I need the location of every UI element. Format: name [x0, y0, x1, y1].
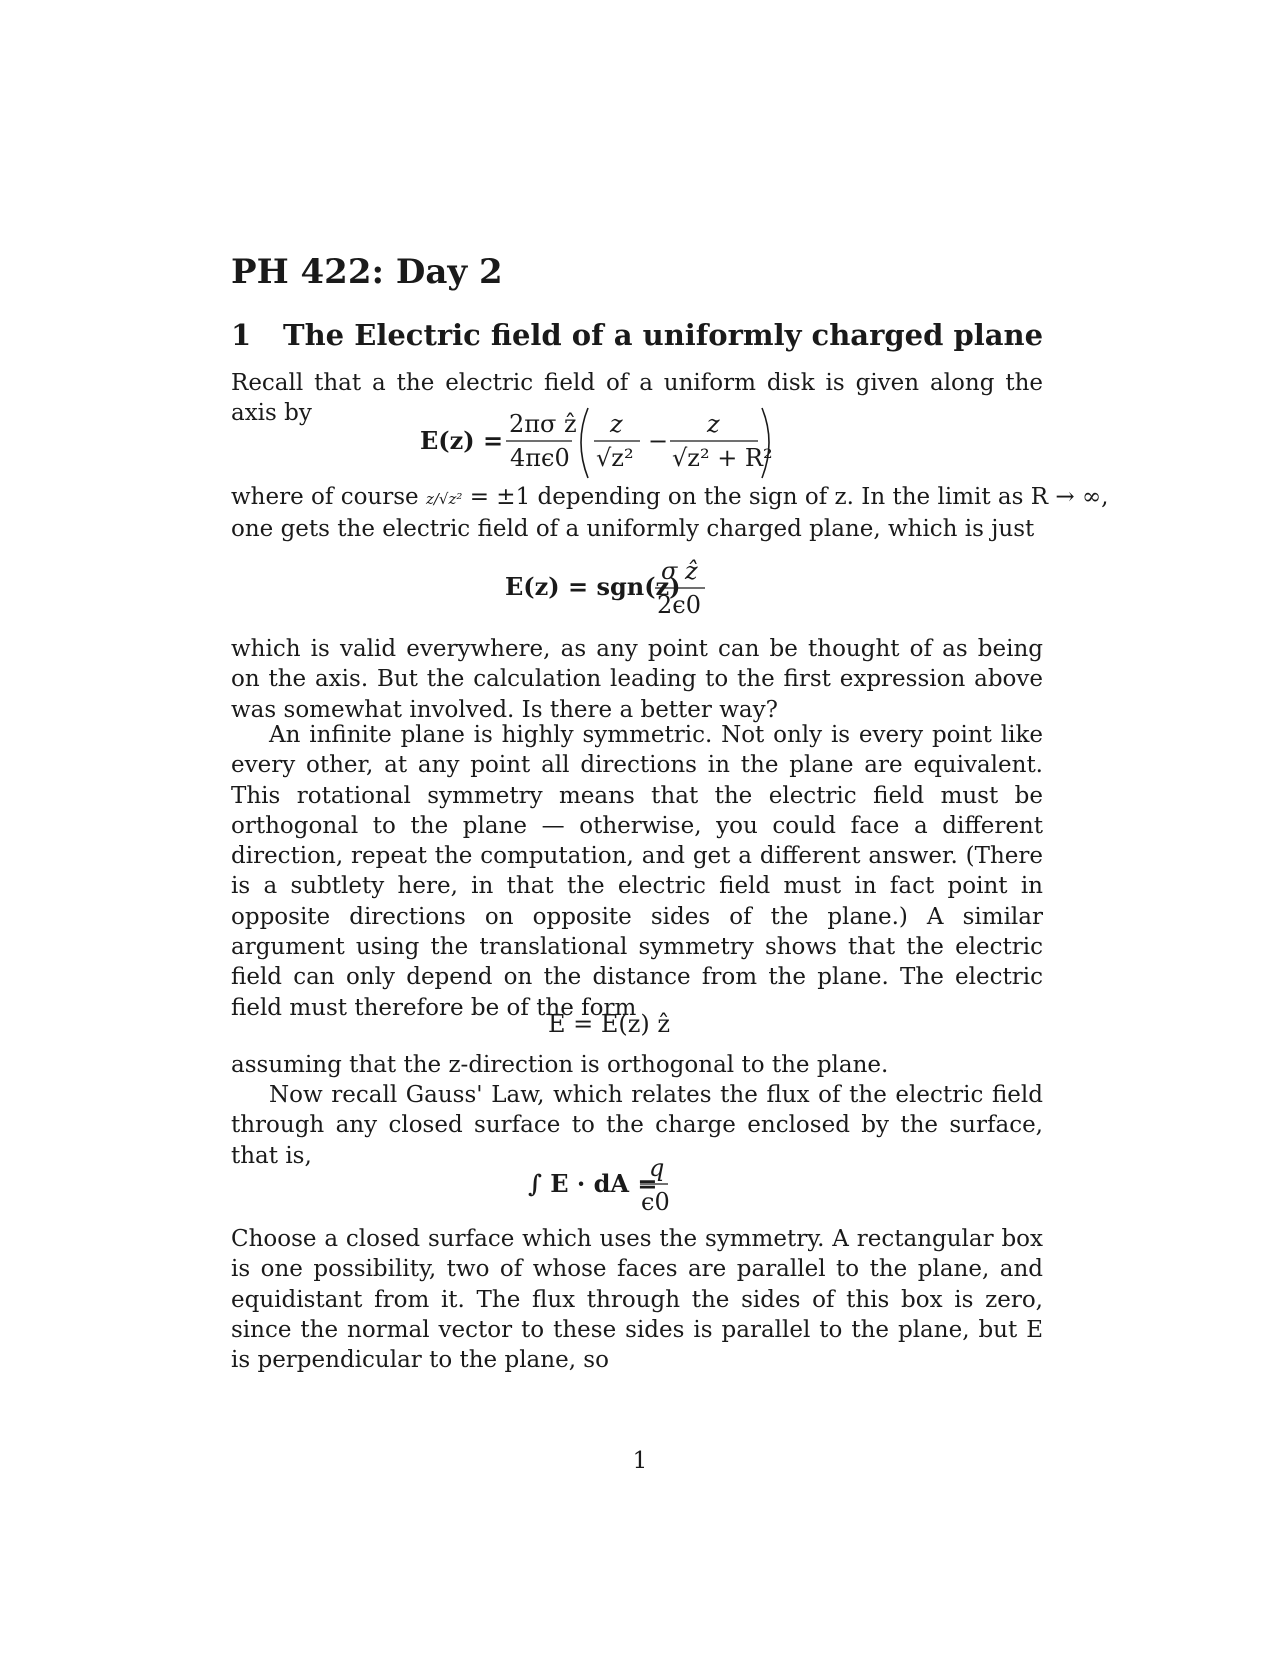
eq1-term2-denominator: √z² + R² — [672, 444, 773, 472]
para2-line2: one gets the electric field of a uniformly charged plane, which is just — [231, 516, 1035, 543]
eq1-term1-denominator: √z² — [596, 444, 634, 472]
eq2-denominator: 2ϵ0 — [657, 591, 701, 619]
eq1-denominator: 4πϵ0 — [510, 444, 570, 472]
eq1-numerator: 2πσ ẑ — [509, 410, 577, 438]
eq4-denominator: ϵ0 — [641, 1188, 670, 1216]
paragraph-closed-surface: Choose a closed surface which uses the symmetry. A rectangular box is one possibility, two of whose faces are parallel to the plane, and equidistant from it. The flux through the sides of this box is zero, since the normal vector to these sides is parallel to the plane, but E is perpendicular to the plane, so — [231, 1226, 1043, 1374]
equation-gauss-law — [528, 1150, 708, 1231]
eq1-term2-numerator: z — [707, 410, 720, 438]
section-title: The Electric field of a uniformly charged plane — [283, 318, 1044, 352]
inline-fraction: z/√z² — [425, 490, 463, 508]
eq2-numerator: σ ẑ — [661, 557, 698, 585]
page-title: PH 422: Day 2 — [231, 252, 503, 292]
eq4-numerator: q — [649, 1154, 665, 1182]
paragraph-gauss: Now recall Gauss' Law, which relates the flux of the electric field through any closed surface to the charge enclosed by the surface, that is, — [231, 1082, 1043, 1169]
equation-plane-field — [505, 555, 725, 631]
paragraph-symmetry: An infinite plane is highly symmetric. Not only is every point like every other, at any point all directions in the plane are equivalent. This rotational symmetry means that the electric field must be orthogonal to the plane — otherwise, you could face a different direction, repeat the computation, and get a different answer. (There is a subtlety here, in that the electric field must in fact point in opposite directions on opposite sides of the plane.) A similar argument using the translational symmetry shows that the electric field can only depend on the distance from the plane. The electric field must therefore be of the form — [231, 722, 1043, 1021]
paragraph-limit — [231, 482, 1109, 545]
paragraph-z-direction: assuming that the z-direction is orthogonal to the plane. — [231, 1052, 889, 1078]
equation-field-form: E = E(z) ẑ — [548, 1010, 671, 1038]
section-number: 1 — [231, 318, 252, 352]
para2-pre: where of course — [231, 484, 419, 510]
equation-disk-field — [420, 404, 820, 490]
paragraph-intro: Recall that a the electric field of a uniform disk is given along the axis by — [231, 370, 1043, 427]
page-number: 1 — [632, 1448, 648, 1474]
eq1-lhs: E(z) = — [420, 426, 504, 455]
eq4-lhs: ∫ E · dA = — [528, 1169, 658, 1198]
eq2-lhs: E(z) = sgn(z) — [505, 572, 681, 601]
para2-mid: = ±1 depending on the sign of z. In the limit as R → ∞, — [469, 484, 1109, 510]
section-heading — [231, 318, 1043, 352]
eq1-term1-numerator: z — [610, 410, 623, 438]
eq1-minus: − — [648, 427, 669, 455]
paragraph-valid: which is valid everywhere, as any point can be thought of as being on the axis. But the calculation leading to the first expression above was somewhat involved. Is there a better way? — [231, 636, 1043, 723]
